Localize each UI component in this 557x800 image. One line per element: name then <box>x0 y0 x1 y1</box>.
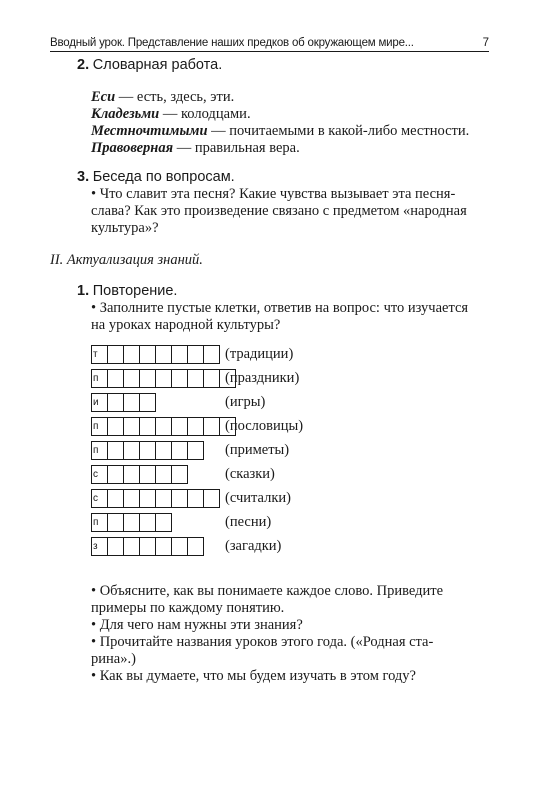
term-line: Кладезьми — колодцами. <box>91 106 251 122</box>
crossword-empty-cell <box>123 489 140 508</box>
crossword-answer: (считалки) <box>225 490 291 506</box>
crossword-answer: (приметы) <box>225 442 290 458</box>
crossword-first-letter-cell: т <box>91 345 108 364</box>
crossword-row <box>91 393 155 412</box>
question-line: • Что славит эта песня? Какие чувства вызывает эта песня- <box>91 186 456 202</box>
crossword-empty-cell <box>123 465 140 484</box>
section-title: II. Актуализация знаний. <box>50 252 203 268</box>
crossword-first-letter-cell: с <box>91 465 108 484</box>
questions-heading: 3. Беседа по вопросам. <box>77 169 235 185</box>
term-line: Еси — есть, здесь, эти. <box>91 89 235 105</box>
crossword-empty-cell <box>139 393 156 412</box>
crossword-empty-cell <box>139 465 156 484</box>
crossword-empty-cell <box>139 345 156 364</box>
crossword-row <box>91 465 187 484</box>
crossword-answer: (загадки) <box>225 538 282 554</box>
term-line: Местночтимыми — почитаемыми в какой-либо местности. <box>91 123 470 139</box>
crossword-empty-cell <box>155 465 172 484</box>
crossword-empty-cell <box>203 417 220 436</box>
crossword-answer: (праздники) <box>225 370 300 386</box>
crossword-empty-cell <box>171 369 188 388</box>
crossword-empty-cell <box>155 537 172 556</box>
crossword-first-letter-cell: и <box>91 393 108 412</box>
closing-line: рина».) <box>91 651 136 667</box>
crossword-empty-cell <box>187 369 204 388</box>
crossword-empty-cell <box>139 489 156 508</box>
crossword-empty-cell <box>107 537 124 556</box>
running-header <box>50 29 489 52</box>
crossword-empty-cell <box>187 345 204 364</box>
page-number: 7 <box>482 37 489 49</box>
crossword-empty-cell <box>203 345 220 364</box>
crossword-empty-cell <box>171 489 188 508</box>
crossword-empty-cell <box>123 513 140 532</box>
crossword-empty-cell <box>155 417 172 436</box>
header-title: Вводный урок. Представление наших предков об окружающем мире... <box>50 37 414 49</box>
crossword-answer: (пословицы) <box>225 418 304 434</box>
crossword-first-letter-cell: п <box>91 513 108 532</box>
crossword-empty-cell <box>107 369 124 388</box>
crossword-empty-cell <box>123 393 140 412</box>
crossword-empty-cell <box>171 537 188 556</box>
crossword-empty-cell <box>155 441 172 460</box>
crossword-empty-cell <box>171 441 188 460</box>
crossword-empty-cell <box>139 537 156 556</box>
crossword-empty-cell <box>171 417 188 436</box>
crossword-empty-cell <box>107 513 124 532</box>
crossword-empty-cell <box>139 369 156 388</box>
closing-line: • Как вы думаете, что мы будем изучать в этом году? <box>91 668 416 684</box>
task-line: • Заполните пустые клетки, ответив на вопрос: что изучается <box>91 300 469 316</box>
crossword-empty-cell <box>107 465 124 484</box>
closing-line: • Объясните, как вы понимаете каждое слово. Приведите <box>91 583 444 599</box>
vocabulary-heading: 2. Словарная работа. <box>77 57 223 73</box>
crossword-answer: (игры) <box>225 394 266 410</box>
repeat-heading: 1. Повторение. <box>77 283 178 299</box>
crossword-empty-cell <box>123 417 140 436</box>
crossword-empty-cell <box>107 393 124 412</box>
crossword-empty-cell <box>139 513 156 532</box>
closing-line: • Для чего нам нужны эти знания? <box>91 617 303 633</box>
crossword-answer: (традиции) <box>225 346 294 362</box>
crossword-empty-cell <box>203 369 220 388</box>
crossword-empty-cell <box>155 513 172 532</box>
question-line: культура»? <box>91 220 159 236</box>
crossword-empty-cell <box>171 465 188 484</box>
crossword-first-letter-cell: п <box>91 441 108 460</box>
crossword-row <box>91 489 219 508</box>
crossword-empty-cell <box>187 417 204 436</box>
crossword-row <box>91 417 235 436</box>
crossword-empty-cell <box>187 489 204 508</box>
crossword-empty-cell <box>107 417 124 436</box>
closing-line: примеры по каждому понятию. <box>91 600 285 616</box>
crossword-empty-cell <box>107 345 124 364</box>
crossword-row <box>91 441 203 460</box>
crossword-empty-cell <box>107 441 124 460</box>
crossword-first-letter-cell: п <box>91 369 108 388</box>
crossword-row <box>91 345 219 364</box>
task-line: на уроках народной культуры? <box>91 317 281 333</box>
crossword-first-letter-cell: с <box>91 489 108 508</box>
crossword-empty-cell <box>123 345 140 364</box>
crossword-empty-cell <box>139 417 156 436</box>
crossword-row <box>91 513 171 532</box>
crossword-empty-cell <box>155 345 172 364</box>
term-line: Правоверная — правильная вера. <box>91 140 300 156</box>
crossword-empty-cell <box>187 441 204 460</box>
crossword-empty-cell <box>155 369 172 388</box>
crossword-first-letter-cell: п <box>91 417 108 436</box>
crossword-row <box>91 537 203 556</box>
crossword-empty-cell <box>187 537 204 556</box>
crossword-row <box>91 369 235 388</box>
crossword-empty-cell <box>123 537 140 556</box>
crossword-empty-cell <box>107 489 124 508</box>
crossword-answer: (сказки) <box>225 466 275 482</box>
crossword-empty-cell <box>155 489 172 508</box>
question-line: слава? Как это произведение связано с предметом «народная <box>91 203 467 219</box>
crossword-empty-cell <box>171 345 188 364</box>
crossword-answer: (песни) <box>225 514 272 530</box>
closing-line: • Прочитайте названия уроков этого года. («Родная ста- <box>91 634 434 650</box>
crossword-empty-cell <box>123 369 140 388</box>
crossword-empty-cell <box>203 489 220 508</box>
crossword-empty-cell <box>139 441 156 460</box>
crossword-empty-cell <box>123 441 140 460</box>
crossword-first-letter-cell: з <box>91 537 108 556</box>
